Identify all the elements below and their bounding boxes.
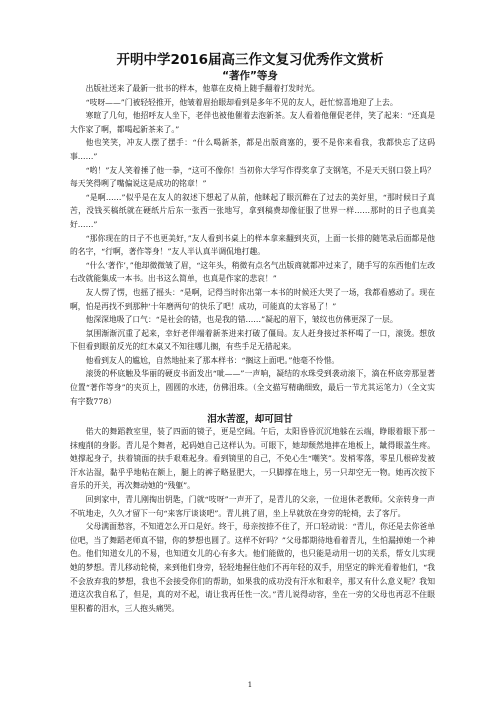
paragraph: 偌大的舞蹈教室里，装了四面的镜子，更是空阔。午后，太阳昏昏沉沉地躲在云端，睁眼着眼下那一抹瘦削的身影。青儿是个舞者，起码她自己这样认为。可眼下，她却颓然地摔在地板上，龇得眼盖生疼。她撑起身子，扶着镜面的扶手艰难起身。看到镜里的自己，不免心生“嘲笑”。发梢零落，零星几根碎发被汗水沾湿，黏乎乎地粘在额上，腿上的裤子略显肥大，一只脚撑在地上，另一只却空无一物。她再次按下音乐的开关，再次舞动她的“残躯”。 [70,427,435,491]
essay2-title: 泪水苦涩，却可回甘 [207,414,293,425]
paragraph: 友人愣了愣，也摇了摇头：“是啊，记得当时你出第一本书的时候还大哭了一场，我都看感动了。现在啊，怕是再找不到那种‘十年磨两句’的快乐了吧！成功，可能真的太容易了！” [70,287,435,311]
paragraph: 他看到友人的尴尬，自然地扯来了那本样书：“搁这上面吧。”他毫不怜惜。 [85,355,340,365]
paragraph: 氛围渐渐沉重了起来，幸好老伴端着新茶进来打破了僵局。友人赶身接过茶杯喝了一口，滚烫。想放下但看到眼前反光的红木桌又不知往哪儿搁，有些手足无措起来。 [70,328,435,352]
paragraph: 他深深地吸了口气：“是社会的错，也是我的错……”凝起的眉下，皱纹也仿佛更深了一层。 [85,315,398,325]
paragraph: “是啊……”似乎是在友人的叙述下想起了从前，他眯起了眼沉醉在了过去的美好里，“那时候日子真苦，没钱买稿纸就在硬纸片后东一张西一张地写，拿到稿费却像征服了世界一样……那时的日子也真美好……” [70,192,435,229]
paragraph: “哟！”友人笑着捶了他一拳，“这可不像你！当初你大学写作得奖拿了支钢笔，不是天天别口袋上吗？每天笑得咧了嘴偏说这是成功的铭章！” [70,165,435,189]
paragraph: 滚烫的杯底触及华丽的硬皮书面发出“呲——”一声响，凝结的水珠受到袭动滚下，滴在杯底旁那显著位置“著作等身”的夹页上，圆圆的水迹，仿佛泪珠。（全文描写精确细致，最后一节尤其运笔力）（全文实有字数778） [70,369,435,406]
paragraph: “吱呀——”门被轻轻推开，他皱着眉抬眼却看到是多年不见的友人，赶忙惊喜地迎了上去。 [85,97,398,107]
paragraph: 寒暄了几句，他招呼友人坐下，老伴也被他催着去泡新茶。友人看着他催促老伴，笑了起来：“还真是大作家了啊，都喝起新茶来了。” [70,111,435,134]
paragraph: “那你现在的日子不也更美好，”友人看到书桌上的样本拿来翻到夹页，上面一长排的随笔录后面都是他的名字，“行啊，著作等身！”友人半认真半调侃地打趣。 [70,233,435,257]
paragraph: “什么‘著作’，”他却微微皱了眉，“这年头，稍微有点名气出版商就都冲过来了，随手写的东西他们左改右改就能集成一本书。出书这么简单，也真是作家的悲哀！” [70,260,435,284]
document-title: 开明中学2016届高三作文复习优秀作文赏析 [116,52,384,68]
paragraph: 他也笑笑，冲友人摆了摆手：“什么喝新茶，都是出版商塞的，要不是你来看我，我都快忘了这码事……” [70,138,435,161]
essay1-body [70,82,435,408]
page-number: 1 [247,681,253,689]
essay2-body [70,425,435,615]
essay1-title: “著作”等身 [222,70,278,82]
paragraph: 父母满面愁容，不知道怎么开口是好。终于，母亲按捺不住了，开口轻动说：“青儿，你还是去你爸单位吧，当了舞蹈老师真不错，你的梦想也圆了。这样不好吗？”父母都期待地看着青儿，生怕漏掉她一个神色。他们知道女儿的不易，也知道女儿的心有多大。他们能做的，也只能是动用一切的关系，帮女儿实现她的梦想。青儿移动轮椅，来到他们身旁，轻轻地握住他们不再年轻的双手，用坚定的眸光看着他们，“我不会放弃我的梦想，我也不会接受你们的帮助，如果我的成功没有汗水和艰辛，那又有什么意义呢？我知道这次我自私了，但是，真的对不起，请让我再任性一次。”青儿说得动容，坐在一旁的父母也再忍不住眼里积蓄的泪水，三人抱头痛哭。 [70,522,435,613]
paragraph: 回到家中，青儿刚掏出钥匙，门就“吱呀”一声开了，是青儿的父亲，一位退休老教师。父亲转身一声不吭地走，久久才留下一句“来客厅谈谈吧”。青儿挑了眉，坐上早就放在身旁的轮椅，去了客厅。 [70,494,435,518]
paragraph: 出版社送来了最新一批书的样本，他靠在皮椅上随手翻着打发时光。 [85,84,320,93]
